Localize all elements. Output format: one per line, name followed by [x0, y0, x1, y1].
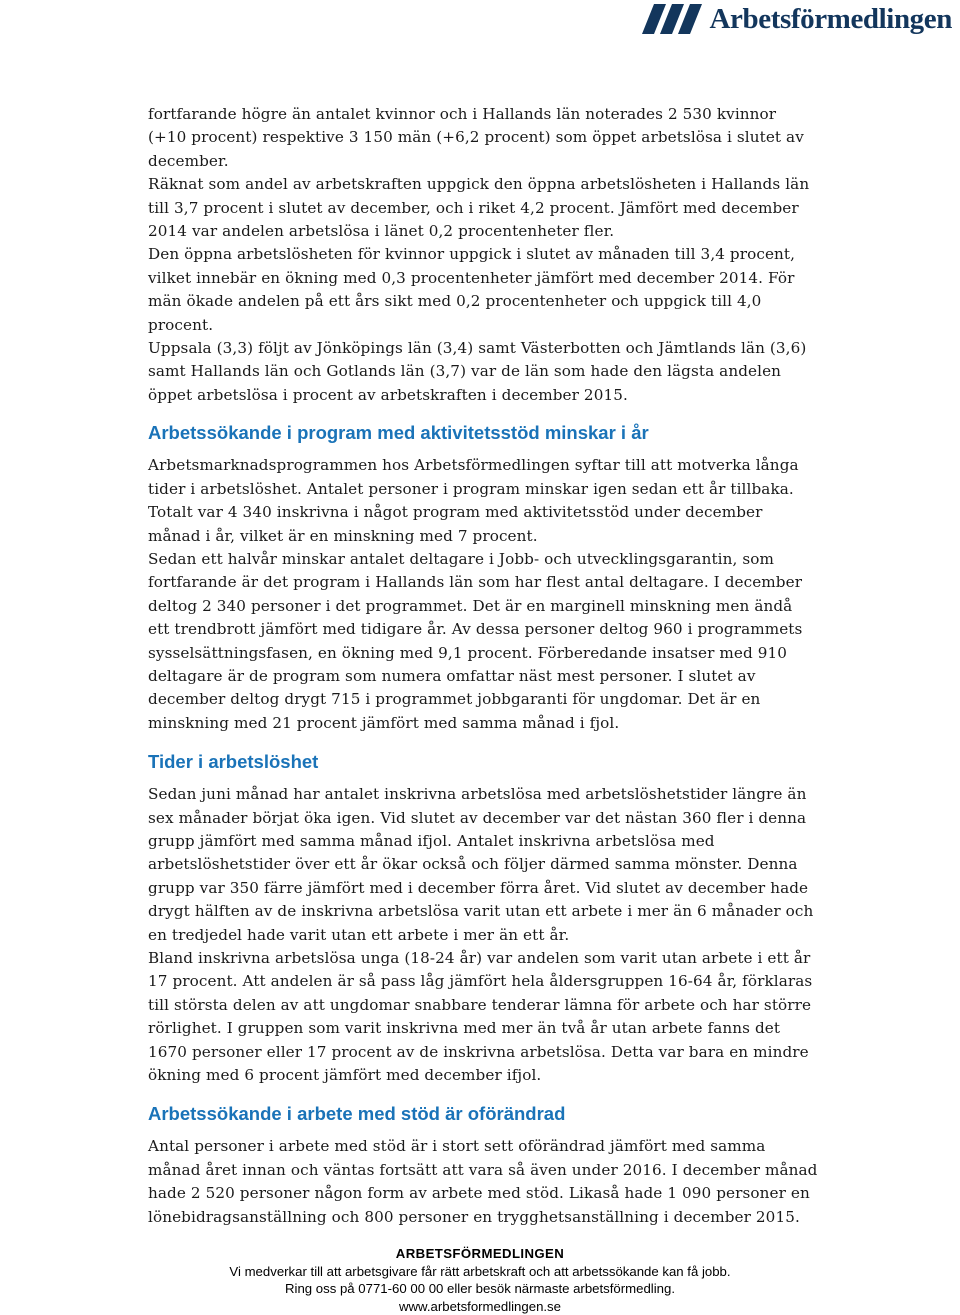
paragraph: Uppsala (3,3) följt av Jönköpings län (3,4) samt Västerbotten och Jämtlands län (3,6) samt Hallands län och Gotlands län (3,7) var de län som hade den lägsta andelen öppet arbetslösa i procent av arbetskraften i december 2015.: [148, 339, 807, 404]
paragraph: Sedan juni månad har antalet inskrivna arbetslösa med arbetslöshetstider längre än sex månader börjat öka igen. Vid slutet av december var det nästan 360 fler i denna grupp jämfört med samma månad ifjol. Antalet inskrivna arbetslösa med arbetslöshetstider över ett år ökar också och följer därmed samma mönster. Denna grupp var 350 färre jämfört med i december förra året. Vid slutet av december hade drygt hälften av de inskrivna arbetslösa varit utan ett arbete i mer än 6 månader och en tredjedel hade varit utan ett arbete i mer än ett år.: [148, 785, 814, 944]
arbetsformedlingen-logo: [642, 4, 953, 34]
paragraph: fortfarande högre än antalet kvinnor och i Hallands län noterades 2 530 kvinnor (+10 procent) respektive 3 150 män (+6,2 procent) som öppet arbetslösa i slutet av december.: [148, 105, 804, 170]
page-footer: [0, 1245, 960, 1315]
section-heading-program: Arbetssökande i program med aktivitetsstöd minskar i år: [148, 422, 649, 444]
section-heading-arbete-med-stod: Arbetssökande i arbete med stöd är oförändrad: [148, 1103, 566, 1125]
paragraph: Totalt var 4 340 inskrivna i något program med aktivitetsstöd under december månad i år, vilket är en minskning med 7 procent.: [148, 503, 763, 545]
paragraph: Sedan ett halvår minskar antalet deltagare i Jobb- och utvecklingsgarantin, som fortfarande är det program i Hallands län som har flest antal deltagare. I december deltog 2 340 personer i det programmet. Det är en marginell minskning men ändå ett trendbrott jämfört med tidigare år. Av dessa personer deltog 960 i programmets sysselsättningsfasen, en ökning med 9,1 procent. Förberedande insatser med 910 deltagare är de program som numera omfattar näst mest personer. I slutet av december deltog drygt 715 i programmet jobbgaranti för ungdomar. Det är en minskning med 21 procent jämfört med samma månad i fjol.: [148, 549, 803, 732]
document-body: [148, 103, 818, 1229]
section-heading-tider: Tider i arbetslöshet: [148, 751, 319, 773]
footer-title: ARBETSFÖRMEDLINGEN: [395, 1246, 565, 1261]
paragraph: Antal personer i arbete med stöd är i stort sett oförändrad jämfört med samma månad året innan och väntas fortsätt att vara så även under 2016. I december månad hade 2 520 personer någon form av arbete med stöd. Likaså hade 1 090 personer en lönebidragsanställning och 800 personer en trygghetsanställning i december 2015.: [148, 1137, 818, 1226]
paragraph: Bland inskrivna arbetslösa unga (18-24 år) var andelen som varit utan arbete i ett år 17 procent. Att andelen är så pass låg jämfört hela åldersgruppen 16-64 år, förklaras till största delen av att ungdomar snabbare tenderar lämna för arbete och har större rörlighet. I gruppen som varit inskrivna med mer än två år utan arbete fanns det 1670 personer eller 17 procent av de inskrivna arbetslösa. Detta var bara en mindre ökning med 6 procent jämfört med december ifjol.: [148, 949, 813, 1085]
footer-tagline: Vi medverkar till att arbetsgivare får rätt arbetskraft och att arbetssökande kan få jobb.: [229, 1263, 731, 1279]
af-stripes-logo-icon: [642, 4, 704, 34]
paragraph: Arbetsmarknadsprogrammen hos Arbetsförmedlingen syftar till att motverka långa tider i arbetslöshet. Antalet personer i program minskar igen sedan ett år tillbaka.: [148, 456, 799, 498]
logo-wordmark: Arbetsförmedlingen: [709, 2, 952, 35]
paragraph: Den öppna arbetslösheten för kvinnor uppgick i slutet av månaden till 3,4 procent, vilket innebär en ökning med 0,3 procentenheter jämfört med december 2014. För män ökade andelen på ett års sikt med 0,2 procentenheter och uppgick till 4,0 procent.: [148, 245, 796, 334]
footer-contact: Ring oss på 0771-60 00 00 eller besök närmaste arbetsförmedling.: [285, 1281, 675, 1296]
paragraph: Räknat som andel av arbetskraften uppgick den öppna arbetslösheten i Hallands län till 3,7 procent i slutet av december, och i riket 4,2 procent. Jämfört med december 2014 var andelen arbetslösa i länet 0,2 procentenheter fler.: [148, 175, 810, 241]
footer-website-link[interactable]: www.arbetsformedlingen.se: [399, 1298, 561, 1314]
